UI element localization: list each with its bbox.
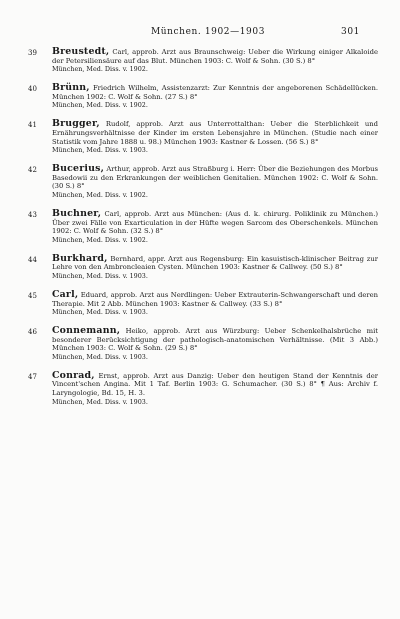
dissertation-note: München, Med. Diss. v. 1902. <box>52 101 148 110</box>
author-surname: Bucerius, <box>52 163 105 175</box>
bibliography-entry <box>28 207 378 244</box>
entry-number: 45 <box>28 291 37 300</box>
entry-number: 47 <box>28 372 37 381</box>
entry-number: 46 <box>28 328 37 337</box>
entry-number: 44 <box>28 255 37 264</box>
author-surname: Carl, <box>52 288 79 300</box>
bibliography-list <box>28 48 378 417</box>
author-surname: Conrad, <box>52 369 95 381</box>
bibliography-entry <box>28 48 378 74</box>
entry-number: 40 <box>28 85 37 94</box>
dissertation-note: München, Med. Diss. v. 1902. <box>52 235 148 244</box>
entry-description: Eduard, approb. Arzt aus Nerdlingen: Ueber Extrauterin-Schwangerschaft und deren Therapie. Mit 2 Abb. München 1903: Kastner & Callwey. (33 S.) 8° <box>52 290 378 308</box>
bibliography-entry <box>28 165 378 199</box>
bibliography-entry <box>28 252 378 281</box>
dissertation-note: München, Med. Diss. v. 1903. <box>52 397 148 406</box>
dissertation-note: München, Med. Diss. v. 1903. <box>52 146 148 155</box>
author-surname: Brünn, <box>52 82 90 94</box>
entry-number: 39 <box>28 49 37 57</box>
author-surname: Connemann, <box>52 325 121 337</box>
dissertation-note: München, Med. Diss. v. 1902. <box>52 190 148 199</box>
entry-description: Friedrich Wilhelm, Assistenzarzt: Zur Kenntnis der angeborenen Schädellücken. München 1902: C. Wolf & Sohn. (27 S.) 8° <box>52 84 378 101</box>
dissertation-note: München, Med. Diss. v. 1903. <box>52 308 148 317</box>
dissertation-note: München, Med. Diss. v. 1903. <box>52 352 148 361</box>
bibliography-entry <box>28 327 378 361</box>
entry-description: Carl, approb. Arzt aus Braunschweig: Ueber die Wirkung einiger Alkaloide der Petersiliensäure auf das Blut. München 1903: C. Wolf & Sohn. (30 S.) 8° <box>52 48 378 65</box>
entry-description: Arthur, approb. Arzt aus Straßburg i. Herr: Über die Beziehungen des Morbus Basedowii zu den Erkrankungen der weiblichen Genitalien. München 1902: C. Wolf & Sohn. (30 S.) 8° <box>52 165 378 191</box>
entry-description: Ernst, approb. Arzt aus Danzig: Ueber den heutigen Stand der Kenntnis der Vincent'schen Angina. Mit 1 Taf. Berlin 1903: G. Schumacher. (30 S.) 8° ¶ Aus: Archiv f. Laryngologie, Bd. 15, H. 3. <box>52 371 378 398</box>
entry-description: Bernhard, appr. Arzt aus Regensburg: Ein kasuistisch-klinischer Beitrag zur Lehre von den Ambroncleaien Cysten. München 1903: Kastner & Callwey. (50 S.) 8° <box>52 254 378 272</box>
bibliography-entry <box>28 369 378 406</box>
running-header <box>56 27 360 41</box>
author-surname: Brugger, <box>52 118 100 130</box>
entry-number: 41 <box>28 121 37 130</box>
author-surname: Burkhard, <box>52 252 108 264</box>
dissertation-note: München, Med. Diss. v. 1902. <box>52 65 148 74</box>
bibliography-entry <box>28 120 378 154</box>
running-title: München. 1902—1903 <box>150 27 266 37</box>
author-surname: Breustedt, <box>52 46 110 57</box>
bibliography-entry <box>28 288 378 317</box>
dissertation-note: München, Med. Diss. v. 1903. <box>52 271 148 280</box>
author-surname: Buchner, <box>52 207 102 219</box>
entry-description: Heiko, approb. Arzt aus Würzburg: Ueber Schenkelhalsbrüche mit besonderer Berücksichtigung der pathologisch-anatomischen Verhältnisse. (Mit 3 Abb.) München 1903: C. Wolf & Sohn. (29 S.) 8° <box>52 327 378 353</box>
entry-description: Carl, approb. Arzt aus München: (Aus d. k. chirurg. Poliklinik zu München.) Über zwei Fälle von Exarticulation in der Hüfte wegen Sarcom des Oberschenkels. München 1902: C. Wolf & Sohn. (32 S.) 8° <box>52 209 378 236</box>
entry-number: 42 <box>28 166 37 175</box>
entry-number: 43 <box>28 210 37 219</box>
page-number: 301 <box>341 27 360 37</box>
bibliography-entry <box>28 84 378 110</box>
entry-description: Rudolf, approb. Arzt aus Unterrottalthan: Ueber die Sterblichkeit und Ernährungsverhältnisse der Kinder im ersten Lebensjahre in München. (Studie nach einer Statistik vom Jahre 1888 u. 98.) München 1903: Kastner & Lossen. (56 S.) 8° <box>52 120 378 146</box>
